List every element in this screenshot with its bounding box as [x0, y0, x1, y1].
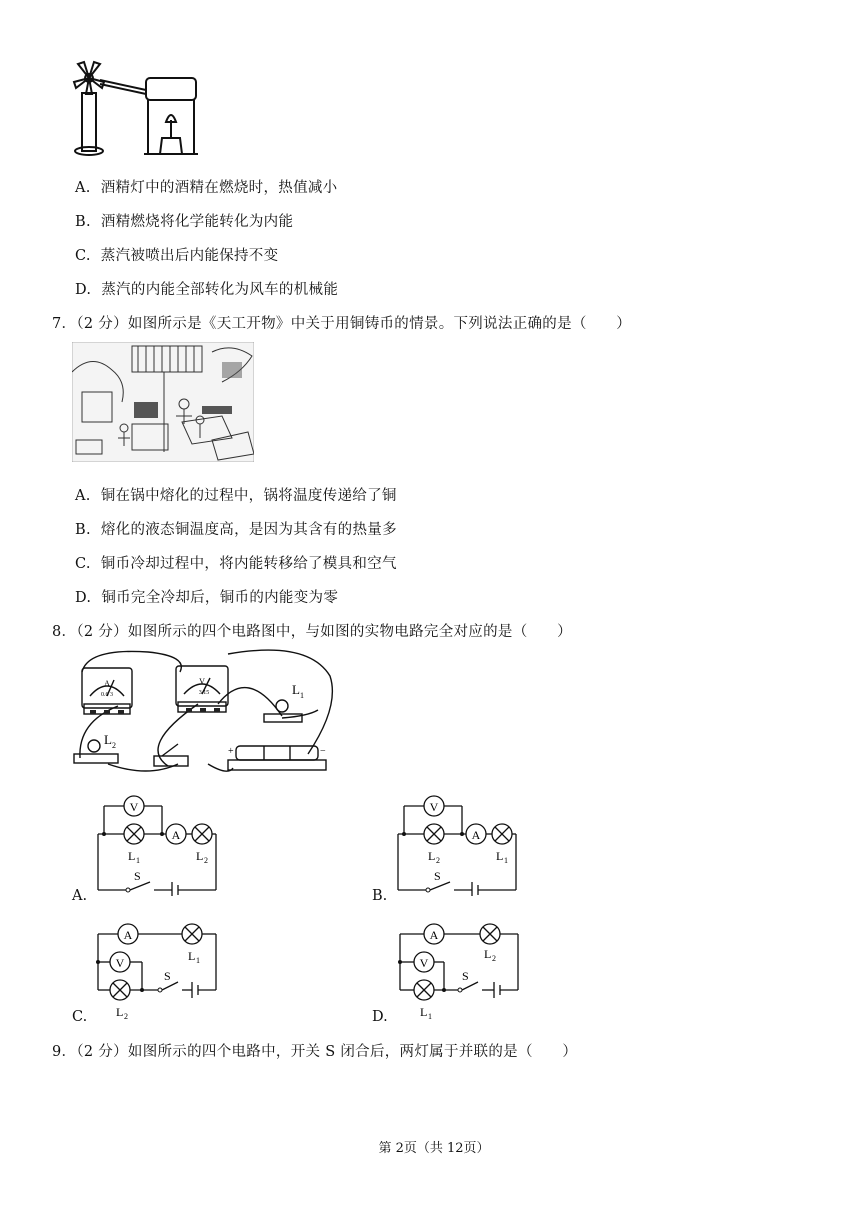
switch-label: S [134, 869, 141, 883]
ammeter-symbol: A [171, 828, 181, 842]
choice-d-letter: D. [372, 1009, 388, 1025]
option-letter: B. [75, 522, 91, 538]
choice-b-letter: B. [372, 888, 388, 904]
option-letter: B. [75, 214, 91, 230]
option-letter: D. [75, 590, 92, 606]
option-letter: C. [75, 556, 91, 572]
circuit-diagram-c[interactable] [92, 918, 222, 1024]
option-text: 铜币完全冷却后，铜币的内能变为零 [101, 590, 339, 606]
q7-option-c[interactable] [75, 552, 397, 573]
q7-stem: 7．（2 分）如图所示是《天工开物》中关于用铜铸币的情景。下列说法正确的是（ ） [52, 316, 632, 332]
ammeter-scale: 0.6 3 [101, 692, 113, 698]
q7-option-a[interactable] [75, 484, 397, 505]
left-lamp-sub: 2 [436, 856, 440, 865]
left-lamp-sub: 1 [136, 856, 140, 865]
option-text: 铜币冷却过程中，将内能转移给了模具和空气 [100, 556, 397, 572]
page-footer: 第 2页（共 12页） [378, 1141, 490, 1156]
option-letter: D. [75, 282, 92, 298]
q7-option-d[interactable] [75, 586, 338, 607]
battery-minus: − [320, 746, 326, 757]
option-letter: A. [75, 180, 91, 196]
q6-option-a[interactable] [75, 176, 338, 197]
ammeter-symbol: A [471, 828, 481, 842]
circuit-diagram-b[interactable] [392, 790, 522, 896]
switch-label: S [434, 869, 441, 883]
option-text: 熔化的液态铜温度高，是因为其含有的热量多 [100, 522, 397, 538]
left-lamp-label: L [128, 849, 136, 863]
q6-option-c[interactable] [75, 244, 278, 265]
voltmeter-symbol: V [129, 800, 139, 814]
top-lamp-sub: 1 [196, 956, 200, 965]
option-text: 蒸汽的内能全部转化为风车的机械能 [101, 282, 339, 298]
right-lamp-sub: 2 [204, 856, 208, 865]
bottom-lamp-sub: 1 [428, 1012, 432, 1021]
right-lamp-label: L [196, 849, 204, 863]
bottom-lamp-label: L [420, 1005, 428, 1019]
q6-option-d[interactable] [75, 278, 338, 299]
switch-label: S [164, 969, 171, 983]
ammeter-symbol: A [123, 928, 133, 942]
option-letter: A. [75, 488, 91, 504]
top-lamp-label: L [188, 949, 196, 963]
choice-c-letter: C. [72, 1009, 88, 1025]
option-letter: C. [75, 248, 91, 264]
voltmeter-symbol: V [115, 956, 125, 970]
lamp2-sub: 2 [112, 741, 116, 750]
lamp1-sub: 1 [300, 691, 304, 700]
option-text: 蒸汽被喷出后内能保持不变 [100, 248, 279, 264]
option-text: 铜在锅中熔化的过程中，锅将温度传递给了铜 [100, 488, 397, 504]
switch-label: S [462, 969, 469, 983]
right-lamp-sub: 1 [504, 856, 508, 865]
windmill-steam-figure [70, 58, 200, 158]
physical-circuit-figure [68, 646, 338, 776]
battery-plus: + [228, 746, 234, 757]
circuit-diagram-a[interactable] [92, 790, 222, 896]
circuit-diagram-d[interactable] [394, 916, 524, 1024]
voltmeter-label: V [199, 677, 205, 686]
voltmeter-symbol: V [419, 956, 429, 970]
right-lamp-label: L [496, 849, 504, 863]
lamp1-label: L [292, 682, 300, 697]
q7-option-b[interactable] [75, 518, 397, 539]
lamp2-label: L [104, 732, 112, 747]
q8-stem: 8．（2 分）如图所示的四个电路图中，与如图的实物电路完全对应的是（ ） [52, 624, 572, 640]
coin-casting-illustration [72, 342, 254, 462]
q9-stem: 9．（2 分）如图所示的四个电路中，开关 S 闭合后，两灯属于并联的是（ ） [52, 1044, 578, 1060]
option-text: 酒精燃烧将化学能转化为内能 [100, 214, 294, 230]
ammeter-label: A [104, 679, 110, 688]
left-lamp-label: L [428, 849, 436, 863]
bottom-lamp-label: L [116, 1005, 124, 1019]
voltmeter-scale: 3 15 [198, 690, 210, 696]
q6-option-b[interactable] [75, 210, 293, 231]
top-lamp-sub: 2 [492, 954, 496, 963]
choice-a-letter: A. [72, 888, 88, 904]
option-text: 酒精灯中的酒精在燃烧时，热值减小 [100, 180, 338, 196]
top-lamp-label: L [484, 947, 492, 961]
bottom-lamp-sub: 2 [124, 1012, 128, 1021]
voltmeter-symbol: V [429, 800, 439, 814]
ammeter-symbol: A [429, 928, 439, 942]
